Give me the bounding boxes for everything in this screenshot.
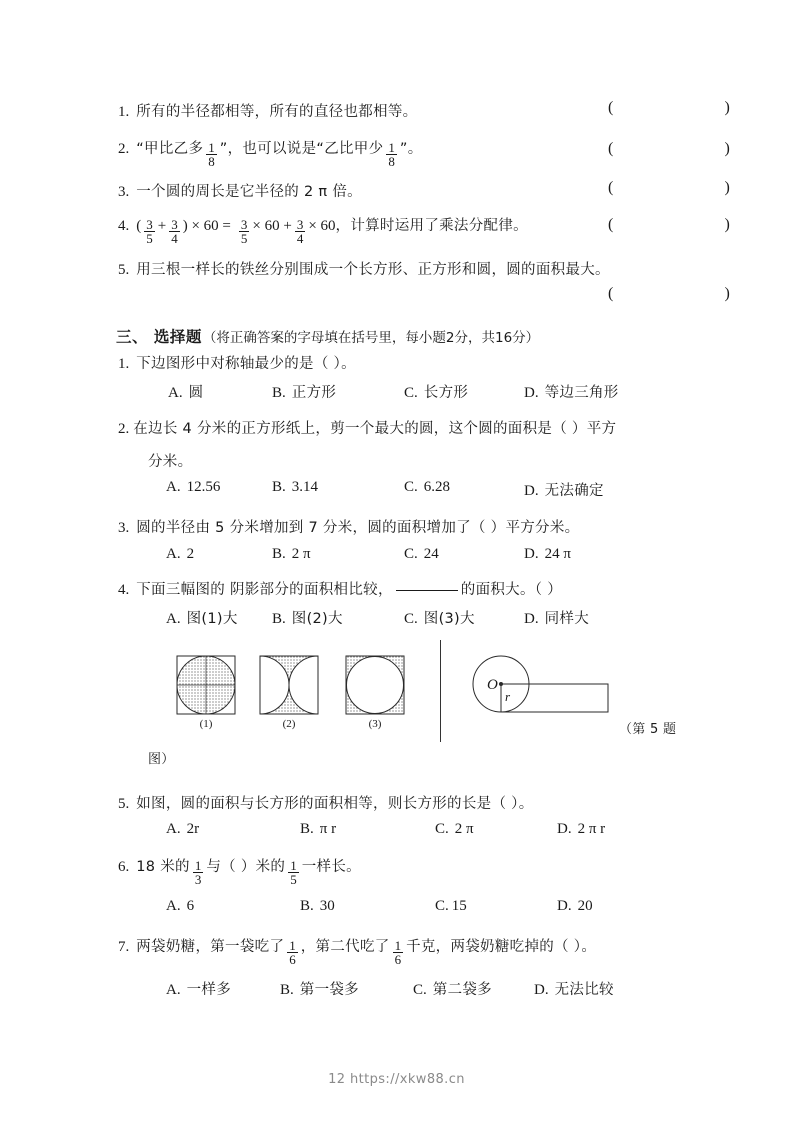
truefalse-item-3 bbox=[118, 180, 362, 201]
option-c[interactable] bbox=[413, 978, 492, 999]
question-number: 6. bbox=[118, 859, 130, 875]
fraction-three-fifths bbox=[144, 218, 155, 246]
option-text: 正方形 bbox=[291, 385, 337, 401]
option-d[interactable] bbox=[524, 381, 619, 402]
option-d[interactable] bbox=[524, 607, 589, 628]
option-a[interactable] bbox=[166, 898, 194, 915]
option-text: 20 bbox=[577, 898, 593, 914]
option-a[interactable] bbox=[166, 546, 194, 563]
fraction-denominator: 5 bbox=[240, 231, 248, 247]
question-number: 1. bbox=[118, 356, 130, 372]
choice-options-5 bbox=[0, 821, 793, 843]
option-text: 无法比较 bbox=[554, 982, 614, 998]
option-label: D. bbox=[524, 611, 539, 627]
fraction-numerator: 1 bbox=[208, 140, 215, 155]
option-text: 图(1)大 bbox=[186, 611, 238, 627]
fraction-numerator: 1 bbox=[290, 858, 297, 873]
fraction-denominator: 3 bbox=[194, 872, 202, 888]
option-text: 等边三角形 bbox=[544, 385, 619, 401]
option-text: 一样多 bbox=[186, 982, 231, 998]
option-text: 2 π bbox=[454, 821, 474, 837]
option-c[interactable] bbox=[435, 821, 474, 838]
option-text: 2 π bbox=[291, 546, 311, 562]
option-label: C. bbox=[404, 479, 418, 495]
fraction-denominator: 8 bbox=[208, 154, 215, 170]
option-text: 第一袋多 bbox=[299, 982, 359, 998]
item-number: 3. bbox=[118, 184, 130, 200]
option-d[interactable] bbox=[534, 978, 614, 999]
option-label: A. bbox=[166, 479, 181, 495]
q5-circle-rectangle-diagram bbox=[470, 655, 620, 730]
option-text: 6.28 bbox=[423, 479, 451, 495]
fraction-numerator: 3 bbox=[146, 217, 153, 232]
answer-bracket-2[interactable]: ( ) bbox=[608, 140, 784, 157]
option-text: 图(2)大 bbox=[291, 611, 343, 627]
option-label: C. bbox=[435, 821, 449, 837]
option-label: B. bbox=[272, 546, 286, 562]
option-label: B. bbox=[280, 982, 294, 998]
question-number: 4. bbox=[118, 582, 130, 598]
caption-text: （第 5 题 bbox=[619, 722, 677, 737]
option-label: A. bbox=[166, 611, 181, 627]
question-number: 3. bbox=[118, 520, 130, 536]
expr-open-paren: ( bbox=[136, 218, 142, 234]
fraction-numerator: 1 bbox=[194, 858, 202, 873]
fraction-one-sixth-second bbox=[393, 939, 404, 967]
option-b[interactable] bbox=[272, 607, 343, 628]
fraction-numerator: 1 bbox=[394, 938, 402, 953]
option-text: 无法确定 bbox=[544, 483, 604, 499]
question-stem-part-a: 18 米的 bbox=[136, 859, 190, 875]
option-c[interactable] bbox=[404, 546, 439, 563]
option-text: 12.56 bbox=[186, 479, 221, 495]
item-number: 2. bbox=[118, 141, 130, 157]
item-text-part-a: “甲比乙多 bbox=[136, 141, 204, 157]
option-label: C. bbox=[404, 546, 418, 562]
choice-question-7 bbox=[118, 935, 596, 968]
option-label: A. bbox=[166, 821, 181, 837]
center-label-O: O bbox=[487, 677, 498, 693]
answer-blank-line[interactable] bbox=[396, 590, 458, 591]
option-c[interactable] bbox=[404, 479, 450, 496]
question-stem-part-c: 千克，两袋奶糖吃掉的（ ）。 bbox=[406, 939, 597, 955]
option-a[interactable] bbox=[166, 607, 238, 628]
question-number: 2. bbox=[118, 421, 130, 437]
fraction-numerator: 1 bbox=[388, 140, 395, 155]
fraction-one-eighth-second bbox=[386, 141, 397, 169]
option-d[interactable] bbox=[557, 898, 593, 915]
option-label: D. bbox=[524, 546, 539, 562]
q5-figure-caption-a bbox=[619, 718, 676, 737]
option-label: A. bbox=[168, 385, 183, 401]
answer-bracket-4[interactable]: ( ) bbox=[608, 216, 784, 233]
option-label: D. bbox=[557, 898, 572, 914]
figure-caption-2: (2) bbox=[282, 718, 296, 730]
option-text: 15 bbox=[451, 898, 467, 914]
question-stem-part-b: ，第二代吃了 bbox=[300, 939, 390, 955]
question-number: 5. bbox=[118, 796, 130, 812]
question-stem-continued: 分米。 bbox=[148, 454, 193, 470]
section-subtitle: （将正确答案的字母填在括号里，每小题2分，共16分） bbox=[202, 330, 540, 346]
expr-middle: × 60 + bbox=[252, 218, 292, 234]
option-b[interactable] bbox=[272, 381, 336, 402]
item-text-part-b: ，计算时运用了乘法分配律。 bbox=[335, 218, 528, 234]
question-stem: 圆的半径由 5 分米增加到 7 分米，圆的面积增加了（ ）平方分米。 bbox=[136, 520, 580, 536]
option-d[interactable] bbox=[524, 479, 604, 500]
option-label: B. bbox=[300, 821, 314, 837]
choice-options-2 bbox=[0, 479, 793, 501]
section-heading-choice bbox=[116, 325, 539, 347]
option-label: C. bbox=[435, 898, 449, 914]
truefalse-item-5 bbox=[118, 258, 610, 279]
option-b[interactable] bbox=[272, 479, 318, 496]
question-stem-part-c: 一样长。 bbox=[301, 859, 361, 875]
fraction-denominator: 5 bbox=[146, 231, 153, 247]
fraction-denominator: 4 bbox=[171, 231, 178, 247]
choice-question-6 bbox=[118, 855, 361, 888]
page-footer-watermark: 12 https://xkw88.cn bbox=[328, 1072, 465, 1087]
question-stem-part-b: 与（ ）米的 bbox=[206, 859, 286, 875]
q5-figure-caption-b bbox=[148, 748, 175, 767]
fraction-numerator: 1 bbox=[289, 938, 296, 953]
fraction-denominator: 5 bbox=[290, 872, 297, 888]
item-number: 5. bbox=[118, 262, 130, 278]
option-text: 24 π bbox=[544, 546, 571, 562]
expr-tail: × 60 bbox=[308, 218, 336, 234]
option-b[interactable] bbox=[300, 898, 335, 915]
choice-question-5 bbox=[118, 792, 534, 813]
option-label: D. bbox=[524, 483, 539, 499]
question-stem-part-a: 两袋奶糖，第一袋吃了 bbox=[136, 939, 285, 955]
fraction-three-quarters bbox=[169, 218, 180, 246]
fraction-numerator: 3 bbox=[171, 217, 178, 232]
option-label: A. bbox=[166, 898, 181, 914]
choice-options-3 bbox=[0, 546, 793, 568]
rectangle-outline bbox=[501, 684, 608, 712]
option-text: 2 π r bbox=[577, 821, 606, 837]
choice-question-2 bbox=[118, 417, 616, 438]
answer-bracket-3[interactable]: ( ) bbox=[608, 179, 784, 196]
option-text: 圆 bbox=[188, 385, 204, 401]
option-text: 2 bbox=[186, 546, 195, 562]
fraction-one-third bbox=[193, 859, 204, 887]
choice-options-7 bbox=[0, 978, 793, 1000]
question-number: 7. bbox=[118, 939, 130, 955]
option-text: 2r bbox=[186, 821, 200, 837]
question-stem: 在边长 4 分米的正方形纸上，剪一个最大的圆，这个圆的面积是（ ）平方 bbox=[133, 421, 617, 437]
figure-3-inscribed-circle bbox=[346, 656, 404, 714]
option-d[interactable] bbox=[557, 821, 605, 838]
answer-bracket-5[interactable]: ( ) bbox=[608, 285, 784, 302]
radius-label-r: r bbox=[505, 689, 511, 704]
fraction-denominator: 6 bbox=[394, 952, 402, 968]
plus-sign: + bbox=[157, 218, 167, 234]
fraction-three-quarters-rhs bbox=[295, 218, 306, 246]
option-text: 3.14 bbox=[291, 479, 319, 495]
choice-question-2-line2 bbox=[148, 450, 192, 471]
option-b[interactable] bbox=[300, 821, 336, 838]
question-stem: 如图，圆的面积与长方形的面积相等，则长方形的长是（ ）。 bbox=[136, 796, 534, 812]
fraction-denominator: 4 bbox=[296, 231, 304, 247]
fraction-denominator: 8 bbox=[388, 154, 395, 170]
option-label: A. bbox=[166, 546, 181, 562]
option-b[interactable] bbox=[272, 546, 311, 563]
caption-text: 图） bbox=[148, 752, 175, 767]
truefalse-item-4 bbox=[118, 214, 528, 247]
figure-2-two-semicircles bbox=[260, 656, 318, 714]
fraction-numerator: 3 bbox=[296, 217, 304, 232]
option-label: B. bbox=[272, 611, 286, 627]
option-label: B. bbox=[300, 898, 314, 914]
item-text-part-b: ”，也可以说是“乙比甲少 bbox=[219, 141, 384, 157]
option-a[interactable] bbox=[166, 821, 199, 838]
option-a[interactable] bbox=[168, 381, 203, 402]
answer-bracket-1[interactable]: ( ) bbox=[608, 99, 784, 116]
option-c[interactable] bbox=[435, 898, 467, 915]
item-number: 1. bbox=[118, 104, 130, 120]
option-label: B. bbox=[272, 385, 286, 401]
fraction-one-eighth bbox=[206, 141, 217, 169]
item-text-part-c: ”。 bbox=[399, 141, 423, 157]
option-label: D. bbox=[534, 982, 549, 998]
figure-caption-1: (1) bbox=[199, 718, 213, 730]
option-label: D. bbox=[524, 385, 539, 401]
truefalse-item-1 bbox=[118, 100, 417, 121]
option-label: D. bbox=[557, 821, 572, 837]
option-text: 30 bbox=[319, 898, 335, 914]
choice-options-4 bbox=[0, 607, 793, 629]
truefalse-item-2 bbox=[118, 137, 423, 170]
option-d[interactable] bbox=[524, 546, 571, 563]
option-label: A. bbox=[166, 982, 181, 998]
item-number: 4. bbox=[118, 218, 130, 234]
item-text: 所有的半径都相等，所有的直径也都相等。 bbox=[136, 104, 418, 120]
option-text: 图(3)大 bbox=[423, 611, 475, 627]
choice-question-1 bbox=[118, 352, 356, 373]
option-text: 长方形 bbox=[423, 385, 469, 401]
option-label: C. bbox=[404, 611, 418, 627]
option-text: 同样大 bbox=[544, 611, 589, 627]
fraction-one-fifth bbox=[288, 859, 299, 887]
fraction-three-fifths-rhs bbox=[239, 218, 250, 246]
option-label: C. bbox=[413, 982, 427, 998]
option-text: 6 bbox=[186, 898, 195, 914]
vertical-divider bbox=[440, 640, 441, 742]
option-a[interactable] bbox=[166, 479, 220, 496]
option-b[interactable] bbox=[280, 978, 359, 999]
fraction-one-sixth bbox=[287, 939, 298, 967]
option-text: 24 bbox=[423, 546, 439, 562]
option-label: B. bbox=[272, 479, 286, 495]
figure-caption-3: (3) bbox=[368, 718, 382, 730]
choice-question-3 bbox=[118, 516, 579, 537]
option-label: C. bbox=[404, 385, 418, 401]
option-c[interactable] bbox=[404, 607, 475, 628]
option-text: π r bbox=[319, 821, 337, 837]
item-text: 一个圆的周长是它半径的 2 π 倍。 bbox=[136, 184, 362, 200]
option-text: 第二袋多 bbox=[432, 982, 492, 998]
item-text: 用三根一样长的铁丝分别围成一个长方形、正方形和圆，圆的面积最大。 bbox=[136, 262, 610, 278]
fraction-numerator: 3 bbox=[240, 217, 248, 232]
section-title: 三、 选择题 bbox=[116, 328, 202, 346]
option-a[interactable] bbox=[166, 978, 231, 999]
question-stem-part-b: 的面积大。（ ） bbox=[460, 582, 563, 598]
fraction-denominator: 6 bbox=[289, 952, 296, 968]
choice-options-1 bbox=[0, 381, 793, 403]
choice-options-6 bbox=[0, 898, 793, 920]
expr-close-and-equals: ) × 60 = bbox=[182, 218, 231, 234]
option-c[interactable] bbox=[404, 381, 468, 402]
question-stem: 下边图形中对称轴最少的是（ ）。 bbox=[136, 356, 356, 372]
question-stem-part-a: 下面三幅图的 阴影部分的面积相比较， bbox=[136, 582, 393, 598]
choice-question-4 bbox=[118, 578, 562, 599]
